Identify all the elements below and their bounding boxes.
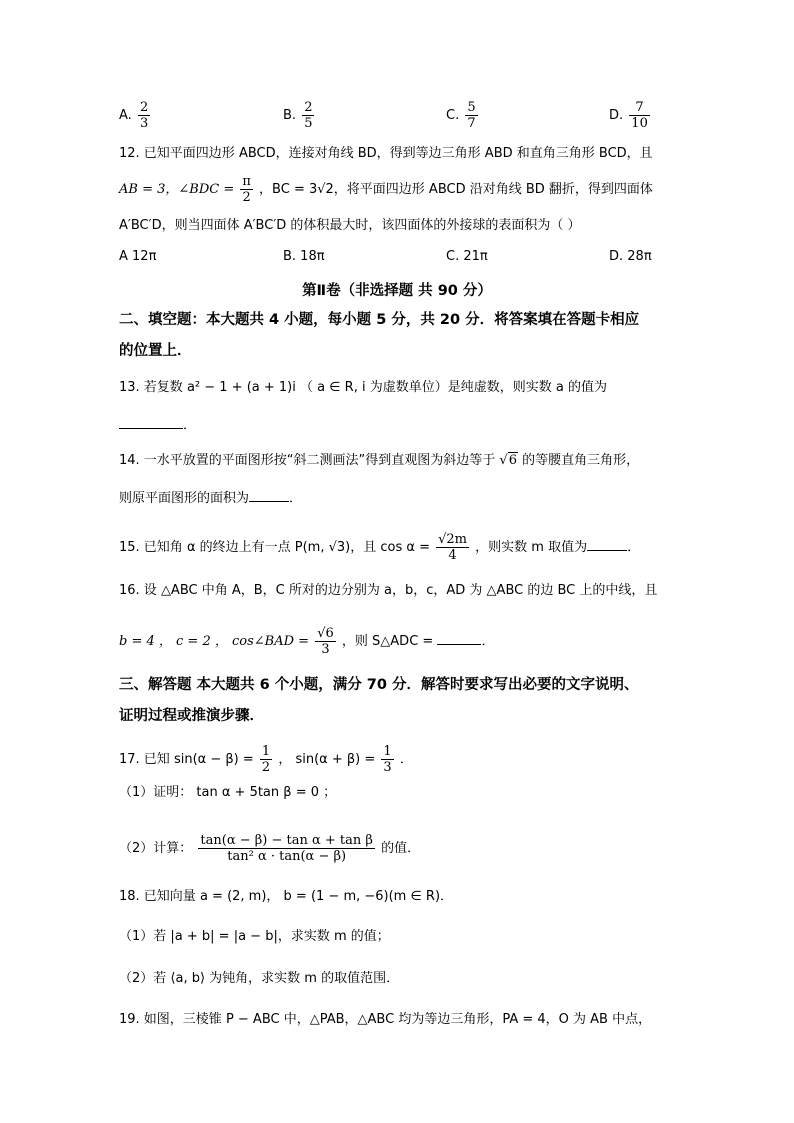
sqrt-symbol: √ <box>499 453 508 468</box>
q11-option-d[interactable]: D. $\frac{7}{10}$ <box>609 100 648 131</box>
q12-line2: AB = 3，∠BDC = $\frac{\pi}{2}$ ，BC = 3√2，将平面四边形 ABCD 沿对角线 BD 翻折，得到四面体 <box>119 174 653 205</box>
q17-fraction-1: $\frac{1}{2}$ <box>261 744 271 775</box>
q16-line2: b = 4 ， c = 2 ， cos∠BAD = $\frac{√6}{3}$ ，则 S△ADC = ． <box>119 626 495 657</box>
q13-text: 13. 若复数 a² − 1 + (a + 1)i （ a ∈ R, i 为虚数单位）是纯虚数，则实数 a 的值为 <box>119 380 607 395</box>
q13-answer-blank[interactable] <box>119 414 183 429</box>
q15-text: 15. 已知角 α 的终边上有一点 P(m, √3)，且 cos α = $\frac{√2m}{4}$ ，则实数 m 取值为 ． <box>119 532 641 563</box>
q16-line1: 16. 设 △ABC 中角 A，B，C 所对的边分别为 a，b，c，AD 为 △ABC 的边 BC 上的中线，且 <box>119 583 658 598</box>
q11-option-b-fraction: $\frac{2}{5}$ <box>304 100 313 131</box>
q14-answer-blank[interactable] <box>249 487 289 502</box>
q17-part2-fraction: $\frac{\text{tan(α − β) − tan α + tan β}}{\text{tan² α · tan(α − β)}}$ <box>200 833 373 864</box>
q11-option-a-fraction: $\frac{2}{3}$ <box>139 100 149 131</box>
q17-part1: （1）证明： tan α + 5tan β = 0 ； <box>119 785 337 800</box>
q17-fraction-2: $\frac{1}{3}$ <box>383 744 392 775</box>
q12-option-b[interactable]: B. 18π <box>283 249 325 264</box>
q16-fraction: $\frac{√6}{3}$ <box>317 626 334 657</box>
q18-part2: （2）若 ⟨a, b⟩ 为钝角，求实数 m 的取值范围． <box>119 971 400 986</box>
q12-line3: A′BC′D，则当四面体 A′BC′D 的体积最大时，该四面体的外接球的表面积为（ ） <box>119 218 581 233</box>
section2-heading-line1: 二、填空题：本大题共 4 小题，每小题 5 分，共 20 分．将答案填在答题卡相应 <box>119 312 640 328</box>
q12-option-d[interactable]: D. 28π <box>609 249 652 264</box>
q12-option-c[interactable]: C. 21π <box>446 249 488 264</box>
q12-line1: 12. 已知平面四边形 ABCD，连接对角线 BD，得到等边三角形 ABD 和直角三角形 BCD，且 <box>119 146 653 161</box>
q11-option-c-fraction: $\frac{5}{7}$ <box>467 100 476 131</box>
q19-text: 19. 如图，三棱锥 P − ABC 中，△PAB，△ABC 均为等边三角形，PA = 4，O 为 AB 中点， <box>119 1012 652 1027</box>
q11-option-c[interactable]: C. $\frac{5}{7}$ <box>446 100 476 131</box>
section2-heading-line2: 的位置上． <box>119 343 192 359</box>
q15-answer-blank[interactable] <box>587 536 627 551</box>
q13-answer-line: ． <box>119 414 196 436</box>
q18-intro: 18. 已知向量 a = (2, m)， b = (1 − m, −6)(m ∈ R)． <box>119 889 454 904</box>
q11-option-b[interactable]: B. $\frac{2}{5}$ <box>283 100 313 131</box>
q14-line2: 则原平面图形的面积为 ． <box>119 487 302 509</box>
section3-heading-line2: 证明过程或推演步骤． <box>119 708 264 724</box>
q17-intro: 17. 已知 sin(α − β) = $\frac{1}{2}$ ， sin(α + β) = $\frac{1}{3}$ ． <box>119 744 413 775</box>
q14-line1: 14. 一水平放置的平面图形按“斜二测画法”得到直观图为斜边等于 √6 的等腰直角三角形， <box>119 453 640 468</box>
q15-fraction: $\frac{√2m}{4}$ <box>438 532 468 563</box>
q11-option-d-fraction: $\frac{7}{10}$ <box>631 100 648 131</box>
q12-option-a[interactable]: A 12π <box>119 249 157 264</box>
q18-part1: （1）若 |a + b| = |a − b|，求实数 m 的值； <box>119 929 390 944</box>
section3-heading-line1: 三、解答题 本大题共 6 个小题，满分 70 分．解答时要求写出必要的文字说明、 <box>119 677 639 693</box>
q17-part2: （2）计算： $\frac{\text{tan(α − β) − tan α + tan β}}{\text{tan² α · tan(α − β)}}$ 的值． <box>119 833 421 864</box>
part2-title: 第Ⅱ卷（非选择题 共 90 分） <box>302 283 492 299</box>
q11-option-a[interactable]: A. $\frac{2}{3}$ <box>119 100 149 131</box>
q12-angle-fraction: $\frac{\pi}{2}$ <box>242 174 251 205</box>
q16-answer-blank[interactable] <box>437 630 481 645</box>
